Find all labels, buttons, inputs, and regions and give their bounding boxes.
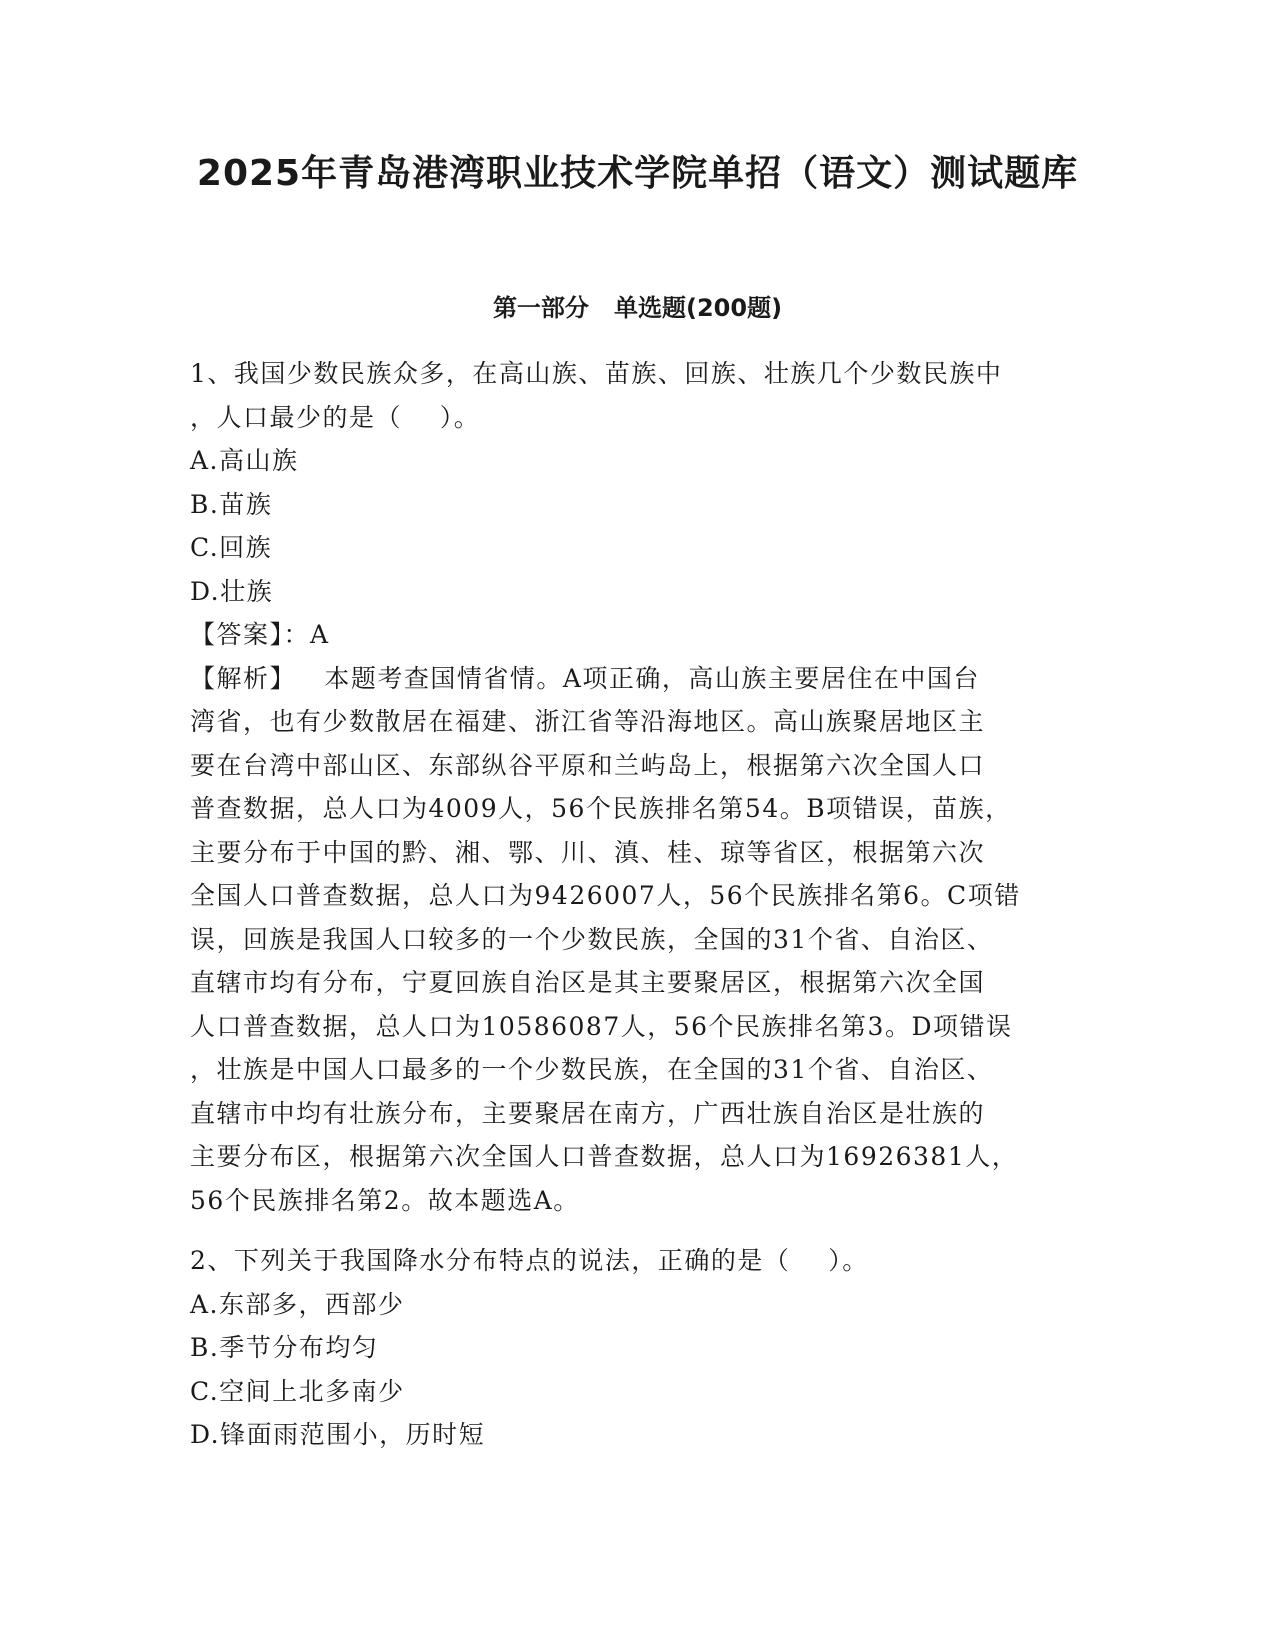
question-stem (190, 352, 1090, 439)
option-b: B.苗族 (190, 489, 273, 519)
option-c: C.回族 (190, 533, 273, 562)
document-title: 2025年青岛港湾职业技术学院单招（语文）测试题库 (196, 153, 1079, 194)
question-2 (190, 1239, 1090, 1457)
stem-line: 2、下列关于我国降水分布特点的说法，正确的是（ ）。 (190, 1246, 869, 1275)
analysis-line: 主要分布区，根据第六次全国人口普查数据，总人口为16926381人， (190, 1142, 1019, 1171)
option-list (190, 439, 1090, 613)
section-title: 第一部分 单选题(200题) (492, 294, 783, 322)
stem-line: 1、我国少数民族众多，在高山族、苗族、回族、壮族几个少数民族中 (190, 359, 1003, 388)
question-1 (190, 352, 1090, 1222)
answer-text: 【答案】：A (190, 620, 330, 649)
question-gap (190, 1222, 1090, 1239)
analysis-line: 56个民族排名第2。故本题选A。 (190, 1185, 580, 1215)
analysis-text (190, 657, 1090, 1223)
option-b: B.季节分布均匀 (190, 1333, 379, 1362)
document-body (190, 352, 1090, 1457)
analysis-line: 要在台湾中部山区、东部纵谷平原和兰屿岛上，根据第六次全国人口 (190, 750, 986, 780)
analysis-line: 主要分布于中国的黔、湘、鄂、川、滇、桂、琼等省区，根据第六次 (190, 837, 986, 867)
stem-line: ，人口最少的是（ ）。 (190, 402, 481, 432)
analysis-line: 直辖市中均有壮族分布，主要聚居在南方，广西壮族自治区是壮族的 (190, 1098, 986, 1128)
option-list (190, 1283, 1090, 1457)
option-d: D.锋面雨范围小，历时短 (190, 1420, 486, 1449)
analysis-line: 人口普查数据，总人口为10586087人，56个民族排名第3。D项错误 (190, 1011, 1013, 1041)
option-c: C.空间上北多南少 (190, 1376, 405, 1406)
question-stem (190, 1239, 1090, 1283)
analysis-line: 普查数据，总人口为4009人，56个民族排名第54。B项错误，苗族， (190, 794, 1012, 823)
analysis-line: ，壮族是中国人口最多的一个少数民族，在全国的31个省、自治区、 (190, 1055, 994, 1084)
option-d: D.壮族 (190, 576, 274, 606)
analysis-line: 【解析】 本题考查国情省情。A项正确，高山族主要居住在中国台 (190, 663, 980, 693)
analysis-line: 湾省，也有少数散居在福建、浙江省等沿海地区。高山族聚居地区主 (190, 707, 986, 736)
option-a: A.高山族 (190, 446, 299, 475)
analysis-line: 直辖市均有分布，宁夏回族自治区是其主要聚居区，根据第六次全国 (190, 968, 986, 997)
analysis-line: 全国人口普查数据，总人口为9426007人，56个民族排名第6。C项错 (190, 881, 1021, 910)
analysis-line: 误，回族是我国人口较多的一个少数民族，全国的31个省、自治区、 (190, 924, 994, 954)
option-a: A.东部多，西部少 (190, 1289, 405, 1319)
